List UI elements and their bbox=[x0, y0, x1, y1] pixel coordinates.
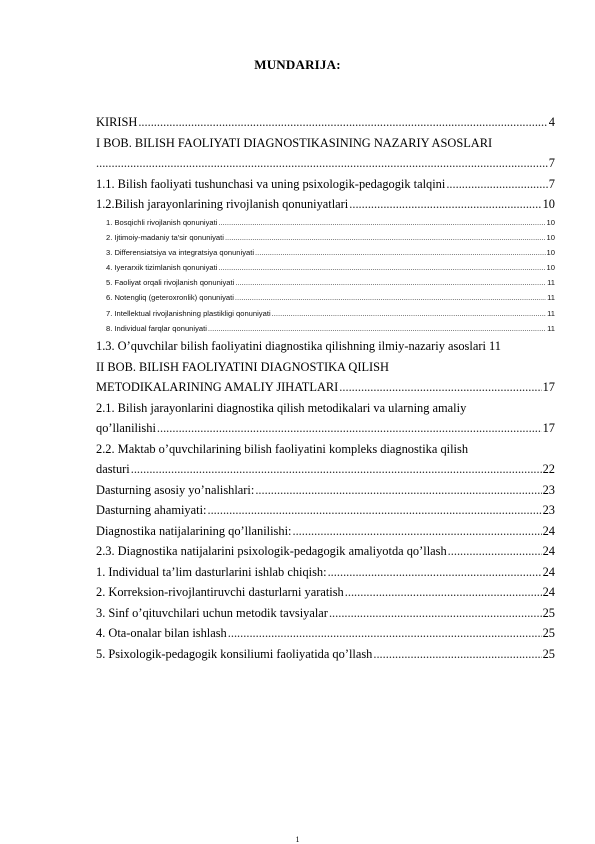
toc-entry-title: 2. Ijtimoiy-madaniy ta'sir qonuniyati bbox=[106, 232, 224, 242]
toc-entry-page: 23 bbox=[542, 503, 555, 517]
toc-entry[interactable] bbox=[96, 357, 555, 378]
toc-entry-title: KIRISH bbox=[96, 115, 138, 129]
dot-leader bbox=[218, 215, 545, 230]
toc-entry[interactable] bbox=[96, 398, 555, 419]
toc-entry-title: Dasturning asosiy yo’nalishlari: bbox=[96, 482, 255, 497]
toc-entry-page: 25 bbox=[542, 605, 555, 620]
toc-entry[interactable] bbox=[96, 562, 555, 583]
page-title: MUNDARIJA: bbox=[254, 57, 341, 72]
dot-leader bbox=[339, 377, 541, 398]
toc-entry-page: 24 bbox=[542, 564, 555, 579]
dot-leader bbox=[446, 174, 547, 195]
toc-entry-page: 7 bbox=[548, 156, 555, 170]
dot-leader bbox=[255, 245, 546, 260]
dot-leader bbox=[235, 275, 546, 290]
toc-entry-title: 1.3. O’quvchilar bilish faoliyatini diagnostika qilishning ilmiy-nazariy asoslari 11 bbox=[96, 339, 501, 353]
toc-entry-title: 2.2. Maktab o’quvchilarining bilish faoliyatini kompleks diagnostika qilish bbox=[96, 441, 469, 456]
dot-leader bbox=[328, 562, 542, 583]
toc-entry-title: 1. Individual ta’lim dasturlarini ishlab chiqish: bbox=[96, 564, 327, 579]
toc-entry-title: Dasturning ahamiyati: bbox=[96, 503, 207, 517]
dot-leader bbox=[345, 582, 542, 603]
toc-entry[interactable] bbox=[96, 153, 555, 174]
toc-entry-title: Diagnostika natijalarining qo’llanilishi: bbox=[96, 523, 292, 538]
toc-subentry[interactable] bbox=[96, 215, 555, 230]
toc-entry-title: 1.2.Bilish jarayonlarining rivojlanish qonuniyatlari bbox=[96, 197, 349, 211]
toc-entry[interactable] bbox=[96, 336, 555, 357]
dot-leader bbox=[373, 644, 541, 665]
toc-subentry[interactable] bbox=[96, 306, 555, 321]
dot-leader bbox=[228, 623, 542, 644]
toc-entry-title: 2.3. Diagnostika natijalarini psixologik-pedagogik amaliyotda qo’llash bbox=[96, 544, 447, 558]
toc-entry[interactable] bbox=[96, 603, 555, 624]
toc-entry-page: 10 bbox=[546, 217, 555, 227]
dot-leader bbox=[208, 321, 546, 336]
toc-entry-page: 7 bbox=[548, 176, 555, 191]
toc-entry-page: 11 bbox=[547, 293, 555, 303]
toc-entry-page: 24 bbox=[542, 544, 555, 558]
toc-entry[interactable] bbox=[96, 480, 555, 501]
toc-entry-page: 17 bbox=[542, 421, 555, 435]
toc-entry-page: 11 bbox=[547, 308, 555, 318]
toc-entry[interactable] bbox=[96, 644, 555, 665]
toc-subentry[interactable] bbox=[96, 321, 555, 336]
toc-entry[interactable] bbox=[96, 418, 555, 439]
dot-leader bbox=[235, 290, 546, 305]
dot-leader bbox=[349, 194, 541, 215]
toc-entry-page: 24 bbox=[542, 523, 555, 538]
dot-leader bbox=[292, 521, 541, 542]
toc-entry-title: 4. Ota-onalar bilan ishlash bbox=[96, 626, 227, 640]
toc-entry-title: 5. Faoliyat orqali rivojlanish qonuniyati bbox=[106, 278, 235, 288]
dot-leader bbox=[272, 306, 546, 321]
table-of-contents bbox=[96, 112, 555, 664]
dot-leader bbox=[138, 112, 547, 133]
toc-entry-title: 3. Sinf o’qituvchilari uchun metodik tavsiyalar bbox=[96, 605, 328, 620]
toc-entry-title: 7. Intellektual rivojlanishning plastikligi qonuniyati bbox=[106, 308, 271, 318]
toc-entry-title: METODIKALARINING AMALIY JIHATLARI bbox=[96, 380, 339, 394]
toc-entry-page: 11 bbox=[547, 278, 555, 288]
toc-entry-page: 11 bbox=[547, 323, 555, 333]
toc-subentry[interactable] bbox=[96, 290, 555, 305]
toc-entry[interactable] bbox=[96, 500, 555, 521]
toc-entry-title: 1.1. Bilish faoliyati tushunchasi va uning psixologik-pedagogik talqini bbox=[96, 176, 446, 191]
dot-leader bbox=[131, 459, 542, 480]
toc-entry-page: 25 bbox=[542, 646, 555, 661]
dot-leader bbox=[329, 603, 542, 624]
toc-entry-title: 8. Individual farqlar qonuniyati bbox=[106, 323, 207, 333]
toc-entry-page: 25 bbox=[542, 626, 555, 640]
toc-entry[interactable] bbox=[96, 521, 555, 542]
toc-subentry[interactable] bbox=[96, 260, 555, 275]
toc-entry[interactable] bbox=[96, 194, 555, 215]
toc-subentry[interactable] bbox=[96, 230, 555, 245]
toc-entry-title: 2. Korreksion-rivojlantiruvchi dasturlarni yaratish bbox=[96, 585, 344, 599]
toc-entry-title: 5. Psixologik-pedagogik konsiliumi faoliyatida qo’llash bbox=[96, 646, 373, 661]
toc-entry-page: 17 bbox=[542, 380, 555, 394]
toc-entry-title: I BOB. BILISH FAOLIYATI DIAGNOSTIKASINING NAZARIY ASOSLARI bbox=[96, 135, 493, 150]
dot-leader bbox=[96, 153, 548, 174]
toc-entry[interactable] bbox=[96, 582, 555, 603]
toc-entry[interactable] bbox=[96, 541, 555, 562]
dot-leader bbox=[207, 500, 541, 521]
toc-entry[interactable] bbox=[96, 174, 555, 195]
page-number: 1 bbox=[295, 835, 300, 844]
toc-entry-title: qo’llanilishi bbox=[96, 421, 156, 435]
dot-leader bbox=[218, 260, 545, 275]
toc-subentry[interactable] bbox=[96, 275, 555, 290]
dot-leader bbox=[157, 418, 542, 439]
toc-entry-page: 22 bbox=[542, 462, 555, 476]
dot-leader bbox=[225, 230, 546, 245]
dot-leader bbox=[255, 480, 541, 501]
toc-entry-page: 10 bbox=[546, 263, 555, 273]
dot-leader bbox=[448, 541, 542, 562]
toc-entry-page: 23 bbox=[542, 482, 555, 497]
toc-entry[interactable] bbox=[96, 623, 555, 644]
toc-entry-title: 4. Iyerarxik tizimlanish qonuniyati bbox=[106, 263, 218, 273]
toc-entry-page: 10 bbox=[546, 247, 555, 257]
toc-entry-title: dasturi bbox=[96, 462, 130, 476]
toc-entry-title: 1. Bosqichli rivojlanish qonuniyati bbox=[106, 217, 218, 227]
toc-entry[interactable] bbox=[96, 133, 555, 154]
toc-subentry[interactable] bbox=[96, 245, 555, 260]
toc-entry-page: 24 bbox=[542, 585, 555, 599]
toc-entry-page: 10 bbox=[542, 197, 555, 211]
toc-entry-title: 3. Differensiatsiya va integratsiya qonuniyati bbox=[106, 247, 255, 257]
toc-entry-title: 2.1. Bilish jarayonlarini diagnostika qilish metodikalari va ularning amaliy bbox=[96, 400, 467, 415]
toc-entry[interactable] bbox=[96, 439, 555, 460]
toc-entry[interactable] bbox=[96, 459, 555, 480]
toc-entry-page: 4 bbox=[548, 115, 555, 129]
toc-entry[interactable] bbox=[96, 112, 555, 133]
toc-entry[interactable] bbox=[96, 377, 555, 398]
toc-entry-title: II BOB. BILISH FAOLIYATINI DIAGNOSTIKA QILISH bbox=[96, 359, 389, 374]
toc-entry-page: 10 bbox=[546, 232, 555, 242]
toc-entry-title: 6. Notengliq (geteroxronlik) qonuniyati bbox=[106, 293, 234, 303]
